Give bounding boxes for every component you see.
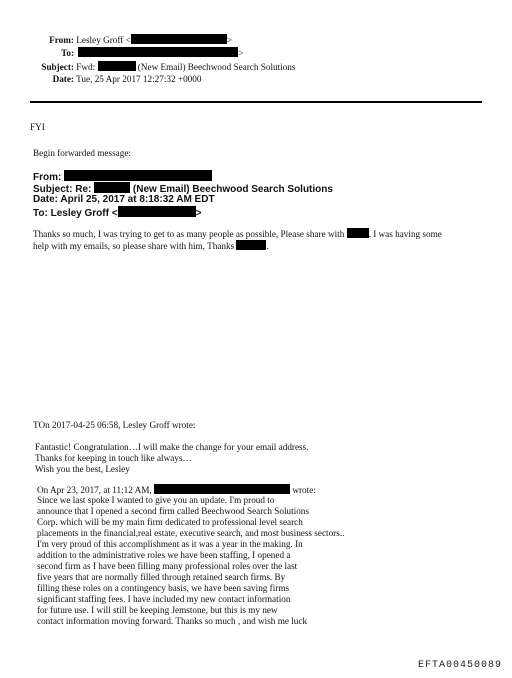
reply-intro: TOn 2017-04-25 06:58, Lesley Groff wrote: — [33, 420, 196, 430]
original-line: significant staffing fees. I have included my new contact information — [37, 594, 291, 604]
header-from-row — [30, 34, 232, 46]
message1-line1 — [33, 228, 442, 240]
fwd-to-line: To: Lesley Groff < — [33, 208, 118, 219]
redaction-bar — [131, 34, 227, 44]
header-to-label: To: — [61, 48, 74, 58]
original-intro-b: wrote: — [292, 485, 316, 495]
reply-line: Thanks for keeping in touch like always… — [35, 453, 192, 463]
fwd-subject-label: Subject: Re: — [33, 184, 92, 195]
redaction-bar — [118, 206, 196, 217]
original-line: announce that I opened a second firm called Beechwood Search Solutions — [37, 506, 309, 516]
original-line: Since we last spoke I wanted to give you an update. I'm proud to — [37, 495, 275, 505]
header-date-label: Date: — [52, 74, 74, 84]
fwd-date-line: Date: April 25, 2017 at 8:18:32 AM EDT — [33, 194, 215, 205]
header-date-value: Tue, 25 Apr 2017 12:27:32 +0000 — [76, 74, 202, 84]
message1-line2-b: . — [266, 241, 269, 251]
fwd-to-row — [33, 206, 201, 220]
fwd-date-row — [33, 194, 215, 206]
header-to-close: > — [238, 48, 244, 58]
header-divider — [30, 101, 482, 103]
redaction-bar — [236, 240, 269, 251]
header-to-row — [30, 47, 243, 59]
redaction-bar — [154, 484, 290, 494]
header-from-label: From: — [49, 35, 74, 45]
message1-line2-a: help with my emails, so please share with him, Thanks — [33, 241, 235, 251]
message1-line2 — [33, 240, 269, 252]
original-line: for future use. I will still be keeping Jemstone, but this is my new — [37, 605, 278, 615]
reply-line: Fantastic! Congratulation…I will make the change for your email address. — [35, 442, 309, 452]
original-line: filling these roles on a contingency basis, we have been saving firms — [37, 583, 290, 593]
begin-forwarded-text: Begin forwarded message: — [33, 148, 131, 158]
original-line: placements in the financial,real estate, executive search, and most business sectors.. — [37, 528, 345, 538]
document-id: EFTA00450089 — [417, 660, 502, 671]
header-subject-label: Subject: — [41, 62, 74, 72]
redaction-bar — [98, 61, 136, 71]
fyi-text: FYI — [30, 122, 45, 132]
header-from-value: Lesley Groff < — [76, 35, 131, 45]
header-date-row — [30, 74, 201, 85]
original-line: contact information moving forward. Thanks so much , and wish me luck — [37, 616, 308, 626]
message1-line1-a: Thanks so much, I was trying to get to as many people as possible, Please share with — [33, 229, 345, 239]
message1-line1-b: . I was having some — [368, 229, 442, 239]
redaction-bar — [94, 182, 130, 193]
fwd-to-close: > — [195, 208, 202, 219]
original-intro-a: On Apr 23, 2017, at 11:12 AM, — [37, 485, 152, 495]
redaction-bar — [78, 47, 238, 57]
original-line: second firm as I have been filling many professional roles over the last — [37, 561, 298, 571]
redaction-bar — [347, 228, 369, 238]
fwd-from-label: From: — [33, 172, 62, 183]
header-subject-row — [30, 61, 295, 73]
reply-line: Wish you the best, Lesley — [35, 464, 130, 474]
header-from-close: > — [226, 35, 232, 45]
original-line: addition to the administrative roles we have been staffing, I opened a — [37, 550, 291, 560]
redaction-bar — [64, 170, 212, 181]
header-subject-prefix: Fwd: — [76, 62, 96, 72]
original-line: Corp. which will be my main firm dedicated to professional level search — [37, 517, 303, 527]
fwd-subject-rest: (New Email) Beechwood Search Solutions — [132, 184, 333, 195]
original-line: I'm very proud of this accomplishment as it was a year in the making. In — [37, 539, 303, 549]
original-line: five years that are normally filled through retained search firms. By — [37, 572, 286, 582]
header-subject-rest: (New Email) Beechwood Search Solutions — [137, 62, 296, 72]
